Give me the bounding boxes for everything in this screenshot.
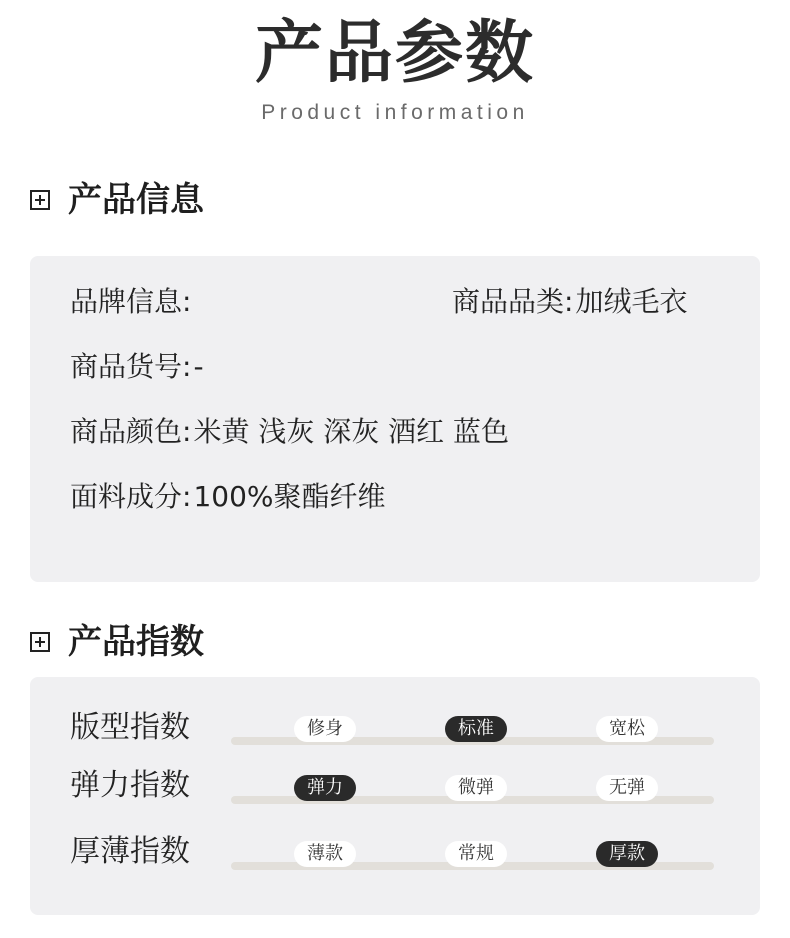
info-row-item-no bbox=[70, 349, 204, 385]
item-no-value: - bbox=[193, 350, 204, 383]
index-option-fit-1[interactable]: 标准 bbox=[445, 716, 507, 742]
index-label-thickness: 厚薄指数 bbox=[70, 834, 190, 869]
colors-label: 商品颜色: bbox=[70, 415, 192, 448]
expand-plus-icon[interactable] bbox=[30, 632, 50, 652]
info-row-brand bbox=[70, 284, 193, 320]
colors-value: 米黄 浅灰 深灰 酒红 蓝色 bbox=[193, 415, 510, 448]
index-option-elasticity-0[interactable]: 弹力 bbox=[294, 775, 356, 801]
category-label: 商品品类: bbox=[452, 285, 574, 318]
index-label-elasticity: 弹力指数 bbox=[70, 768, 190, 803]
page-title: 产品参数 bbox=[254, 14, 535, 93]
page-subtitle: Product information bbox=[261, 101, 529, 124]
index-option-thickness-1[interactable]: 常规 bbox=[445, 841, 507, 867]
product-info-panel bbox=[30, 256, 760, 582]
index-option-elasticity-1[interactable]: 微弹 bbox=[445, 775, 507, 801]
item-no-label: 商品货号: bbox=[70, 350, 192, 383]
brand-label: 品牌信息: bbox=[70, 285, 192, 318]
section-title-index: 产品指数 bbox=[68, 622, 204, 662]
product-index-panel bbox=[30, 677, 760, 915]
section-header-info[interactable] bbox=[30, 180, 204, 220]
index-option-elasticity-2[interactable]: 无弹 bbox=[596, 775, 658, 801]
index-option-thickness-2[interactable]: 厚款 bbox=[596, 841, 658, 867]
material-value: 100%聚酯纤维 bbox=[193, 480, 386, 513]
section-header-index[interactable] bbox=[30, 622, 204, 662]
index-option-thickness-0[interactable]: 薄款 bbox=[294, 841, 356, 867]
section-title-info: 产品信息 bbox=[68, 180, 204, 220]
index-option-fit-0[interactable]: 修身 bbox=[294, 716, 356, 742]
index-option-fit-2[interactable]: 宽松 bbox=[596, 716, 658, 742]
info-row-colors bbox=[70, 414, 509, 450]
info-row-category bbox=[452, 284, 687, 320]
material-label: 面料成分: bbox=[70, 480, 192, 513]
category-value: 加绒毛衣 bbox=[575, 285, 688, 318]
expand-plus-icon[interactable] bbox=[30, 190, 50, 210]
index-label-fit: 版型指数 bbox=[70, 710, 190, 745]
info-row-material bbox=[70, 479, 386, 515]
